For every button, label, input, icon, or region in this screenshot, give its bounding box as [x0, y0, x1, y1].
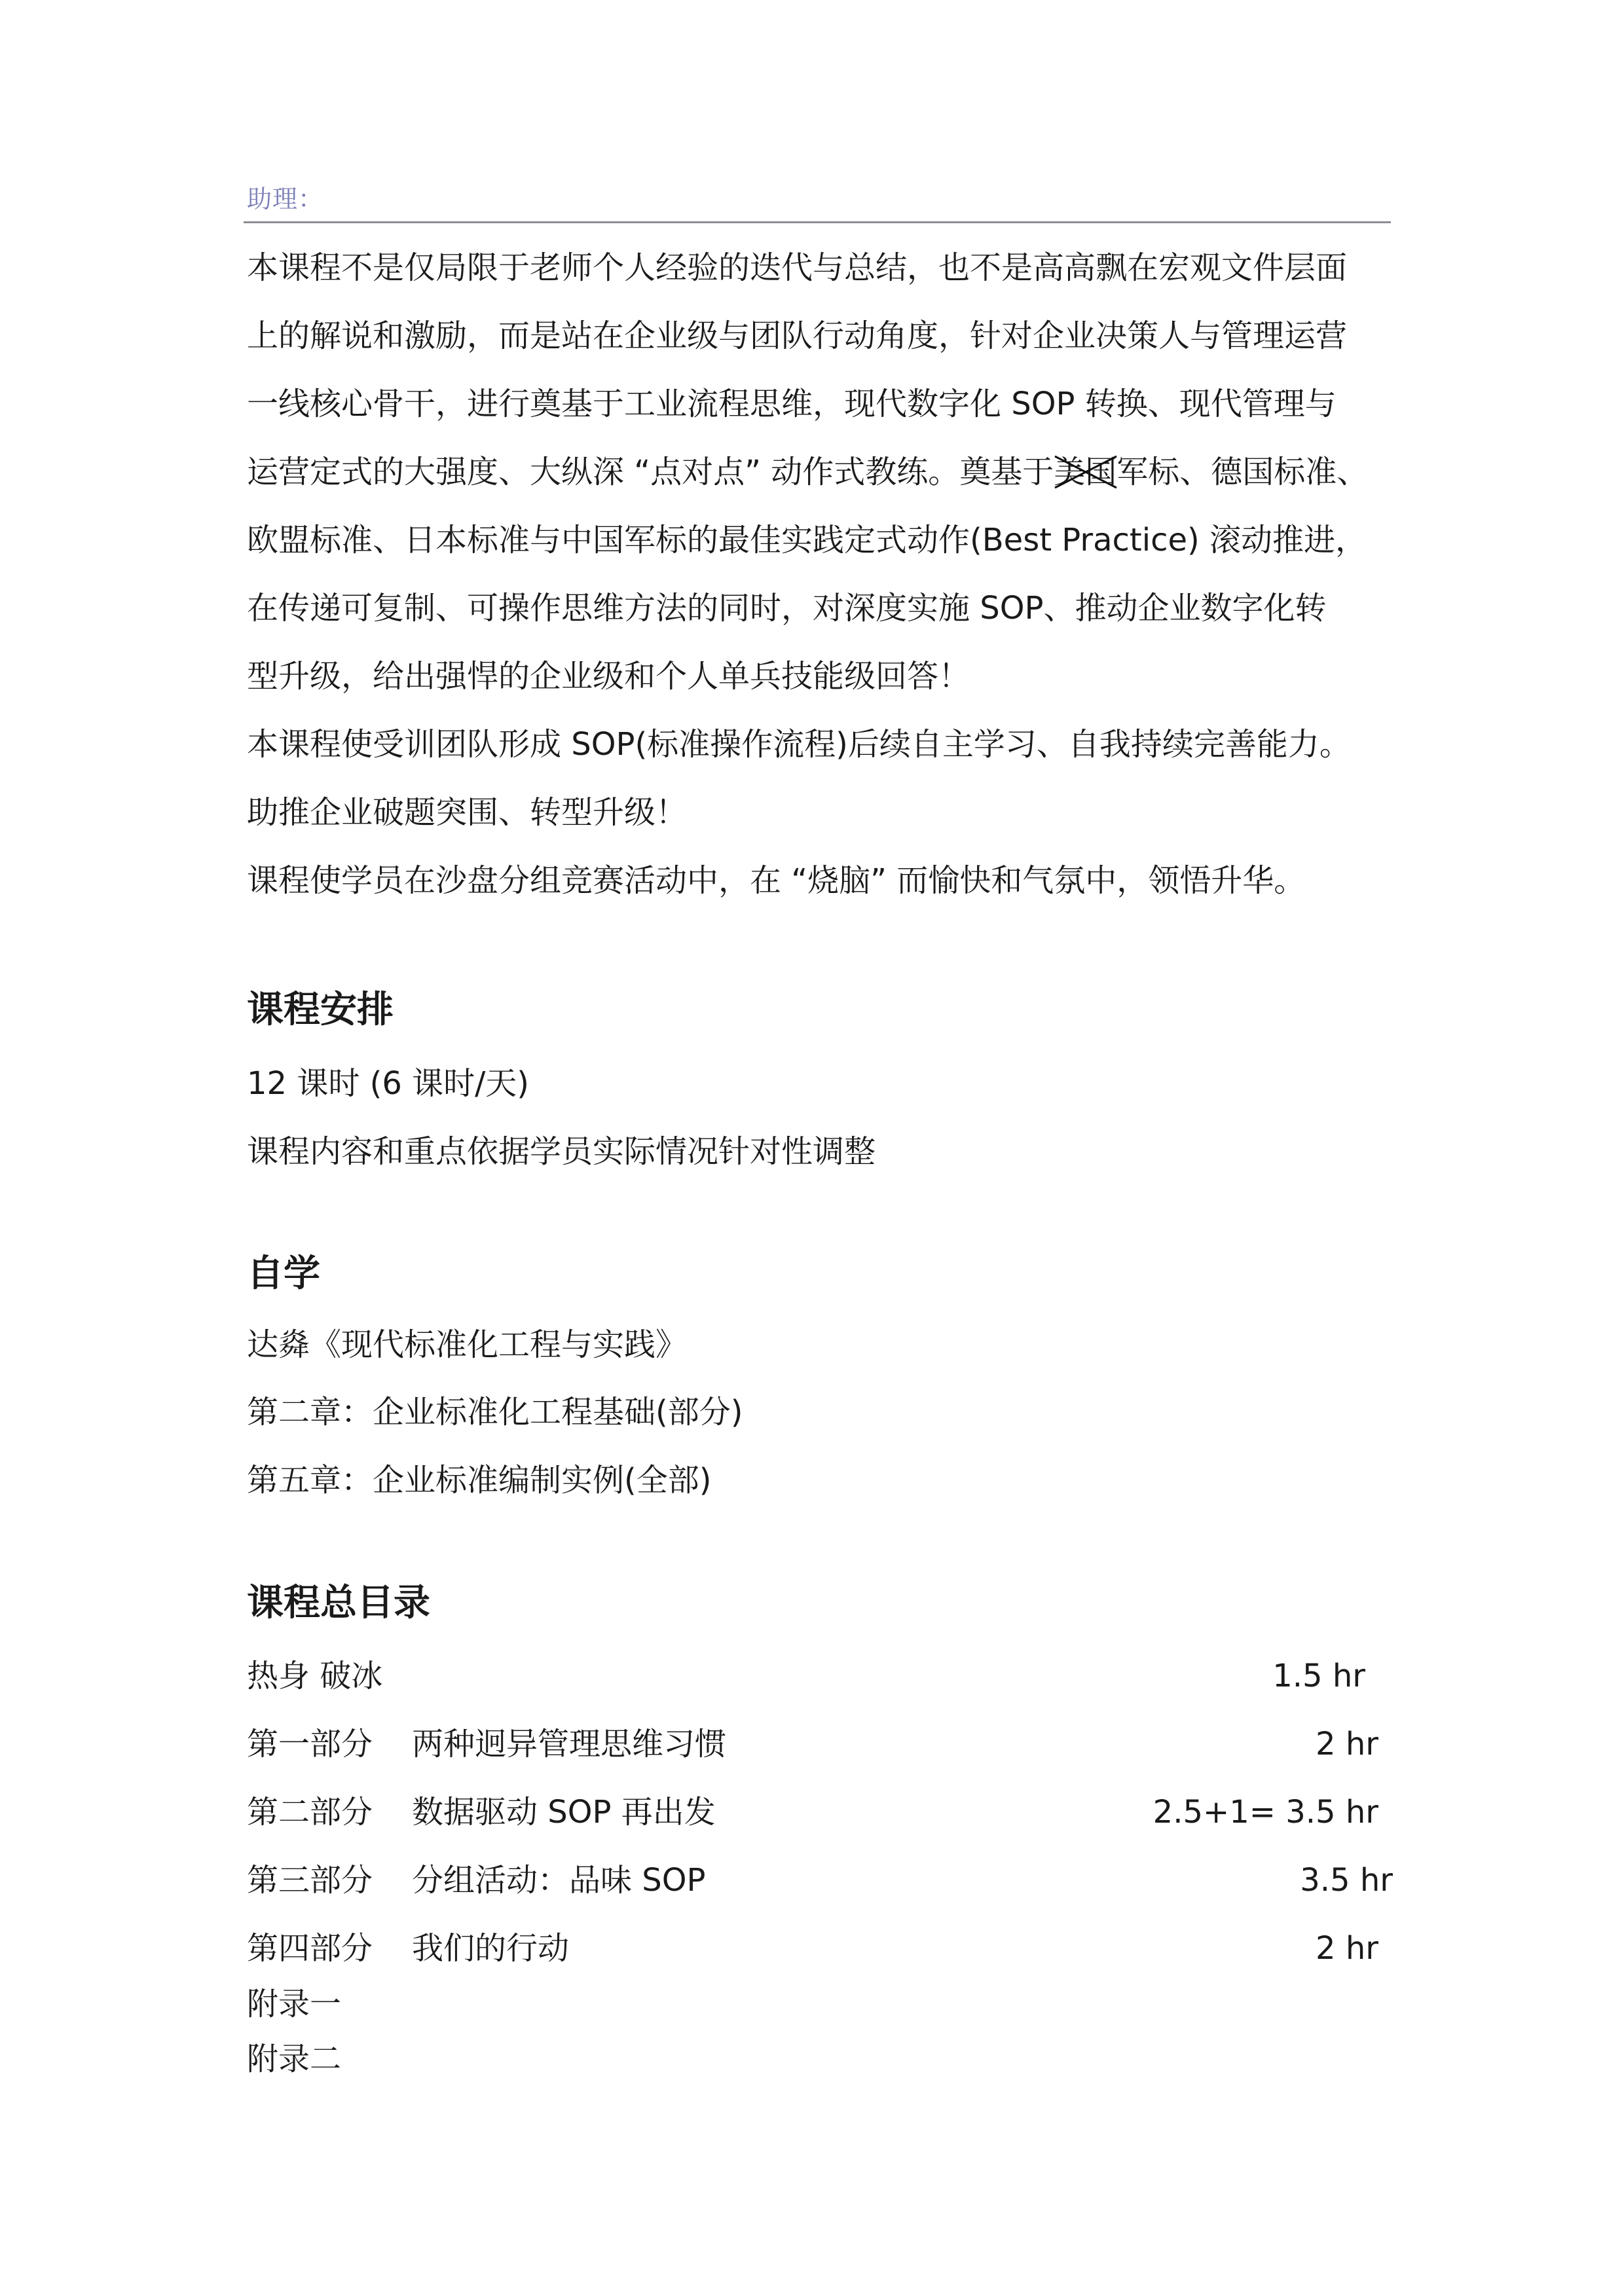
intro-line-5: 欧盟标准、日本标准与中国军标的最佳实践定式动作(Best Practice) 滚动推进， — [247, 522, 1367, 558]
intro-line-7: 型升级，给出强悍的企业级和个人单兵技能级回答！ — [247, 658, 970, 695]
intro-line-8: 本课程使受训团队形成 SOP(标准操作流程)后续自主学习、自我持续完善能力。 — [247, 726, 1351, 763]
toc-hours: 2 hr — [1316, 1726, 1378, 1762]
intro-line-4-end: 军标、德国标准、 — [1116, 454, 1369, 490]
intro-paragraph — [247, 234, 1368, 915]
toc-row — [247, 1925, 1393, 1971]
strike-mark — [1051, 451, 1122, 492]
self-study-book: 达㷠《现代标准化工程与实践》 — [247, 1326, 688, 1363]
appendix-item: 附录一 — [247, 1986, 342, 2022]
toc-hours: 2.5+1= 3.5 hr — [1153, 1794, 1378, 1831]
intro-line-9: 助推企业破题突围、转型升级！ — [247, 794, 688, 831]
intro-line-6: 在传递可复制、可操作思维方法的同时，对深度实施 SOP、推动企业数字化转 — [247, 590, 1327, 627]
intro-line-2: 上的解说和激励，而是站在企业级与团队行动角度，针对企业决策人与管理运营 — [247, 318, 1348, 354]
self-study-chapter: 第五章：企业标准编制实例(全部) — [247, 1462, 712, 1499]
intro-line-10: 课程使学员在沙盘分组竞赛活动中，在 “烧脑” 而愉快和气氛中，领悟升华。 — [247, 862, 1306, 899]
intro-line-3: 一线核心骨干，进行奠基于工业流程思维，现代数字化 SOP 转换、现代管理与 — [247, 386, 1337, 422]
intro-line-4-start: 运营定式的大强度、大纵深 “点对点” 动作式教练。奠基于 — [247, 454, 1054, 490]
toc-hours: 3.5 hr — [1300, 1862, 1393, 1899]
toc-row — [247, 1789, 1393, 1835]
struck-text — [1054, 438, 1116, 506]
toc-title: 分组活动：品味 SOP — [412, 1862, 706, 1899]
schedule-heading: 课程安排 — [247, 989, 394, 1031]
schedule-note: 课程内容和重点依据学员实际情况针对性调整 — [247, 1133, 876, 1170]
toc-part: 第一部分 — [247, 1726, 373, 1762]
toc-part: 热身 破冰 — [247, 1658, 383, 1694]
struck-text-value: 美国 — [1054, 454, 1117, 490]
toc-heading: 课程总目录 — [247, 1582, 430, 1624]
self-study-chapter: 第二章：企业标准化工程基础(部分) — [247, 1394, 743, 1430]
toc-hours: 2 hr — [1316, 1930, 1378, 1967]
toc-title: 两种迥异管理思维习惯 — [412, 1726, 727, 1762]
toc-title: 我们的行动 — [412, 1930, 570, 1967]
header-label: 助理： — [247, 185, 324, 213]
toc-row — [247, 1653, 1393, 1699]
schedule-hours: 12 课时 (6 课时/天) — [247, 1065, 530, 1102]
toc-title: 数据驱动 SOP 再出发 — [412, 1794, 716, 1831]
header-divider — [244, 221, 1391, 223]
appendix-item: 附录二 — [247, 2041, 342, 2077]
toc-part: 第二部分 — [247, 1794, 373, 1831]
intro-line-1: 本课程不是仅局限于老师个人经验的迭代与总结，也不是高高飘在宏观文件层面 — [247, 249, 1348, 286]
toc-hours: 1.5 hr — [1272, 1658, 1365, 1694]
toc-part: 第四部分 — [247, 1930, 373, 1967]
intro-line-4 — [247, 438, 1368, 506]
toc-part: 第三部分 — [247, 1862, 373, 1899]
self-study-heading: 自学 — [247, 1252, 320, 1295]
toc-row — [247, 1857, 1393, 1903]
toc-row — [247, 1721, 1393, 1767]
